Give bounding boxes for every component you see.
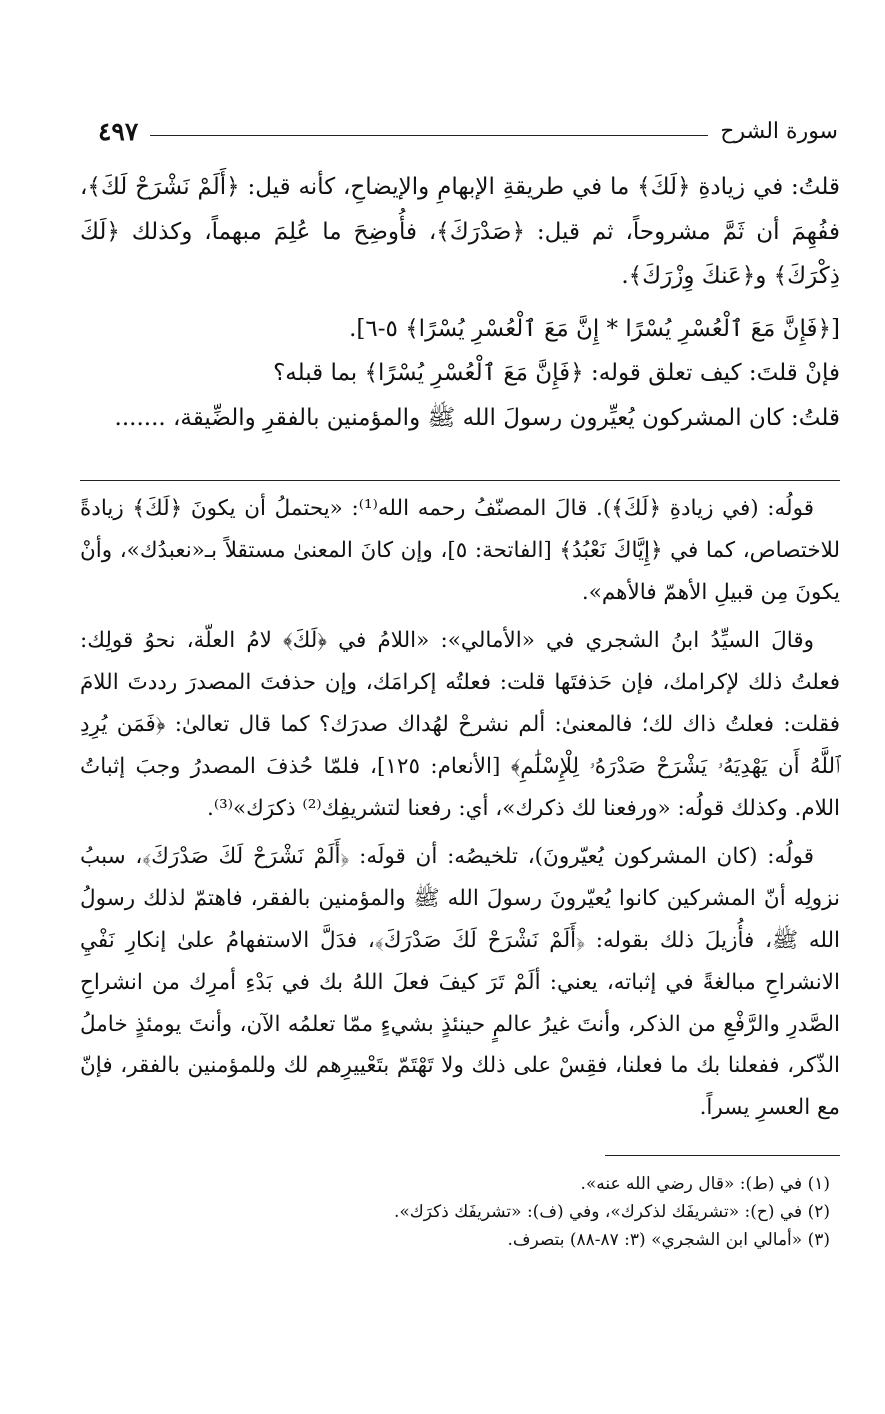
commentary-paragraph-1: قولُه: (في زيادةِ ﴿لَكَ﴾). قالَ المصنّفُ رحمه الله⁽¹⁾: «يحتملُ أن يكونَ ﴿لَكَ﴾ زيادةً للاختصاص، كما في ﴿إِيَّاكَ نَعْبُدُ﴾ [الفاتحة: ٥]، وإن كانَ المعنىٰ مستقلاً بـ«نعبدُك»، وأنْ يكونَ مِن قبيلِ الأهمّ فالأهم». bbox=[80, 496, 840, 605]
surah-title: سورة الشرح bbox=[720, 118, 838, 144]
footnote-rule bbox=[605, 1155, 840, 1156]
footnote-1: (١) في (ط): «قال رضي الله عنه». bbox=[580, 1174, 830, 1194]
main-paragraph-3: قلتُ: كان المشركون يُعيِّرون رسولَ الله ﷺ والمؤمنين بالفقرِ والضِّيقة، ....... bbox=[114, 404, 840, 431]
verse-reference: [﴿فَإِنَّ مَعَ ٱلْعُسْرِ يُسْرًا * إِنَّ مَعَ ٱلْعُسْرِ يُسْرًا﴾ ٥-٦]. bbox=[349, 315, 840, 342]
footnote-3: (٣) «أمالي ابن الشجري» (٣: ٨٧-٨٨) بتصرف. bbox=[507, 1230, 830, 1250]
text-divider bbox=[80, 480, 840, 481]
footnote-2: (٢) في (ح): «تشريفَك لذكرك»، وفي (ف): «تشريفَك ذكرَك». bbox=[393, 1202, 830, 1222]
commentary-paragraph-3: قولُه: (كان المشركون يُعيّرونَ)، تلخيصُه: أن قولَه: ﴿أَلَمْ نَشْرَحْ لَكَ صَدْرَكَ﴾، سببُ نزولِه أنّ المشركين كانوا يُعيّرونَ رسولَ الله ﷺ والمؤمنين بالفقر، فاهتمّ لذلك رسولُ الله ﷺ، فأُزيلَ ذلك بقوله: ﴿أَلَمْ نَشْرَحْ لَكَ صَدْرَكَ﴾، فدَلَّ الاستفهامُ علىٰ إنكارِ نَفْيِ الانشراحِ مبالغةً في إثباته، يعني: ألَمْ تَرَ كيفَ فعلَ اللهُ بك في بَدْءِ أمرِك من انشراحِ الصَّدرِ والرَّفْعِ من الذكر، وأنتَ غيرُ عالمٍ حينئذٍ بشيءٍ ممّا تعلمُه الآن، وأنتَ يومئذٍ خاملُ الذّكر، ففعلنا بك ما فعلنا، فقِسْ على ذلك ولا تَهْتَمّ بتَعْييرِهم لك وللمؤمنين بالفقر، فإنّ مع العسرِ يسراً. bbox=[80, 844, 840, 1121]
commentary-text bbox=[80, 488, 840, 1136]
page-header bbox=[98, 108, 838, 154]
page-number: ٤٩٧ bbox=[98, 116, 139, 146]
main-text bbox=[80, 165, 840, 441]
footnotes bbox=[300, 1170, 830, 1254]
main-paragraph-2: فإنْ قلتَ: كيف تعلق قوله: ﴿فَإِنَّ مَعَ ٱلْعُسْرِ يُسْرًا﴾ بما قبله؟ bbox=[273, 360, 840, 387]
commentary-paragraph-2: وقالَ السيِّدُ ابنُ الشجري في «الأمالي»: «اللامُ في ﴿لَكَ﴾ لامُ العلّة، نحوُ قولِك: فعلتُ ذلك لإكرامك، فإن حَذفتَها قلت: فعلتُه إكرامَك، وإن حذفتَ المصدرَ رددتَ اللامَ فقلت: فعلتُ ذاك لك؛ فالمعنىٰ: ألم نشرحْ لهُداك صدرَك؟ كما قال تعالىٰ: ﴿فَمَن يُرِدِ ٱللَّهُ أَن يَهْدِيَهُۥ يَشْرَحْ صَدْرَهُۥ لِلْإِسْلَٰمِ﴾ [الأنعام: ١٢٥]، فلمّا حُذفَ المصدرُ وجبَ إثباتُ اللام. وكذلك قولُه: «ورفعنا لك ذكرك»، أي: رفعنا لتشريفِك⁽²⁾ ذكرَك»⁽³⁾. bbox=[80, 628, 840, 821]
main-paragraph-1: قلتُ: في زيادةِ ﴿لَكَ﴾ ما في طريقةِ الإبهامِ والإيضاحِ، كأنه قيل: ﴿أَلَمْ نَشْرَحْ لَكَ﴾، ففُهِمَ أن ثَمَّ مشروحاً، ثم قيل: ﴿صَدْرَكَ﴾، فأُوضِحَ ما عُلِمَ مبهماً، وكذلك ﴿لَكَ ذِكْرَكَ﴾ و﴿عَنكَ وِزْرَكَ﴾. bbox=[80, 174, 840, 290]
header-rule bbox=[150, 135, 708, 136]
